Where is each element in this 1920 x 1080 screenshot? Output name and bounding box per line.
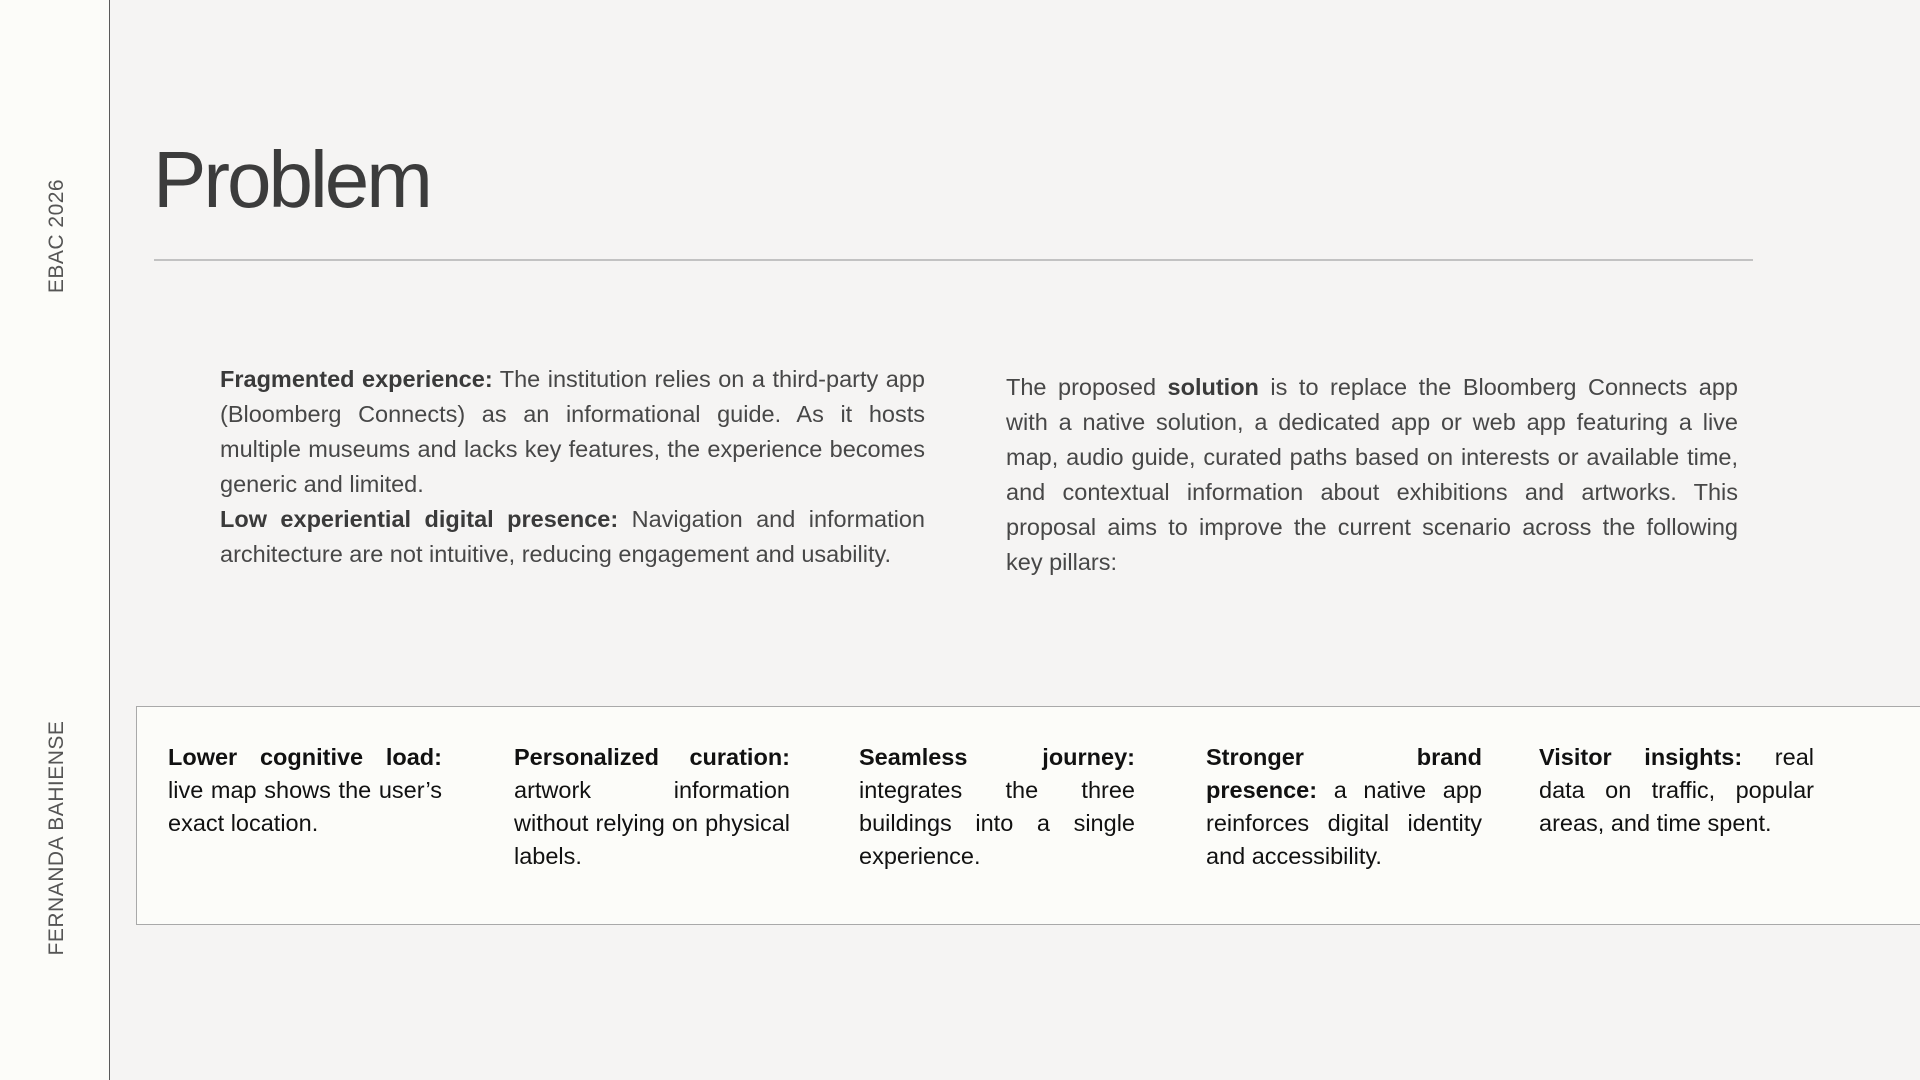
sidebar-author-label: FERNANDA BAHIENSE bbox=[45, 720, 68, 956]
title-divider bbox=[154, 259, 1753, 261]
pillar-title: Stronger brand presence: bbox=[1206, 744, 1482, 803]
solution-paragraph bbox=[1006, 370, 1738, 580]
pillar-visitor-insights bbox=[1539, 741, 1814, 840]
sidebar-top-label: EBAC 2026 bbox=[45, 178, 68, 294]
solution-text-pre: The proposed bbox=[1006, 374, 1168, 400]
pillar-text: a native app reinforces digital identity and accessibility. bbox=[1206, 777, 1482, 869]
problem-column bbox=[220, 362, 925, 572]
problem-text-fragmented: The institution relies on a third-party app (Bloomberg Connects) as an informational guide. As it hosts multiple museums and lacks key features, the experience becomes generic and limited. bbox=[220, 366, 925, 497]
problem-heading-digital-presence: Low experiential digital presence: bbox=[220, 506, 619, 532]
pillar-personalized-curation bbox=[514, 741, 790, 873]
pillar-brand-presence bbox=[1206, 741, 1482, 873]
pillars-panel bbox=[136, 706, 1920, 925]
pillar-text: artwork information without relying on physical labels. bbox=[514, 777, 790, 869]
pillar-seamless-journey bbox=[859, 741, 1135, 873]
problem-paragraph-digital-presence bbox=[220, 502, 925, 572]
page-title: Problem bbox=[153, 135, 430, 224]
pillar-title: Personalized curation: bbox=[514, 744, 790, 770]
pillar-text: real data on traffic, popular areas, and time spent. bbox=[1539, 744, 1814, 836]
sidebar bbox=[0, 0, 110, 1080]
problem-paragraph-fragmented bbox=[220, 362, 925, 502]
pillar-text: live map shows the user’s exact location. bbox=[168, 777, 442, 836]
problem-heading-fragmented: Fragmented experience: bbox=[220, 366, 493, 392]
pillar-title: Lower cognitive load: bbox=[168, 744, 442, 770]
solution-column bbox=[1006, 370, 1738, 580]
pillar-title: Visitor insights: bbox=[1539, 744, 1743, 770]
solution-text-post: is to replace the Bloomberg Connects app with a native solution, a dedicated app or web app featuring a live map, audio guide, curated paths based on interests or available time, and contextual information about exhibitions and artworks. This proposal aims to improve the current scenario across the following key pillars: bbox=[1006, 374, 1738, 575]
pillar-cognitive-load bbox=[168, 741, 442, 840]
pillar-title: Seamless journey: bbox=[859, 744, 1135, 770]
problem-text-digital-presence: Navigation and information architecture are not intuitive, reducing engagement and usability. bbox=[220, 506, 925, 567]
pillar-text: integrates the three buildings into a single experience. bbox=[859, 777, 1135, 869]
solution-keyword: solution bbox=[1167, 374, 1259, 400]
